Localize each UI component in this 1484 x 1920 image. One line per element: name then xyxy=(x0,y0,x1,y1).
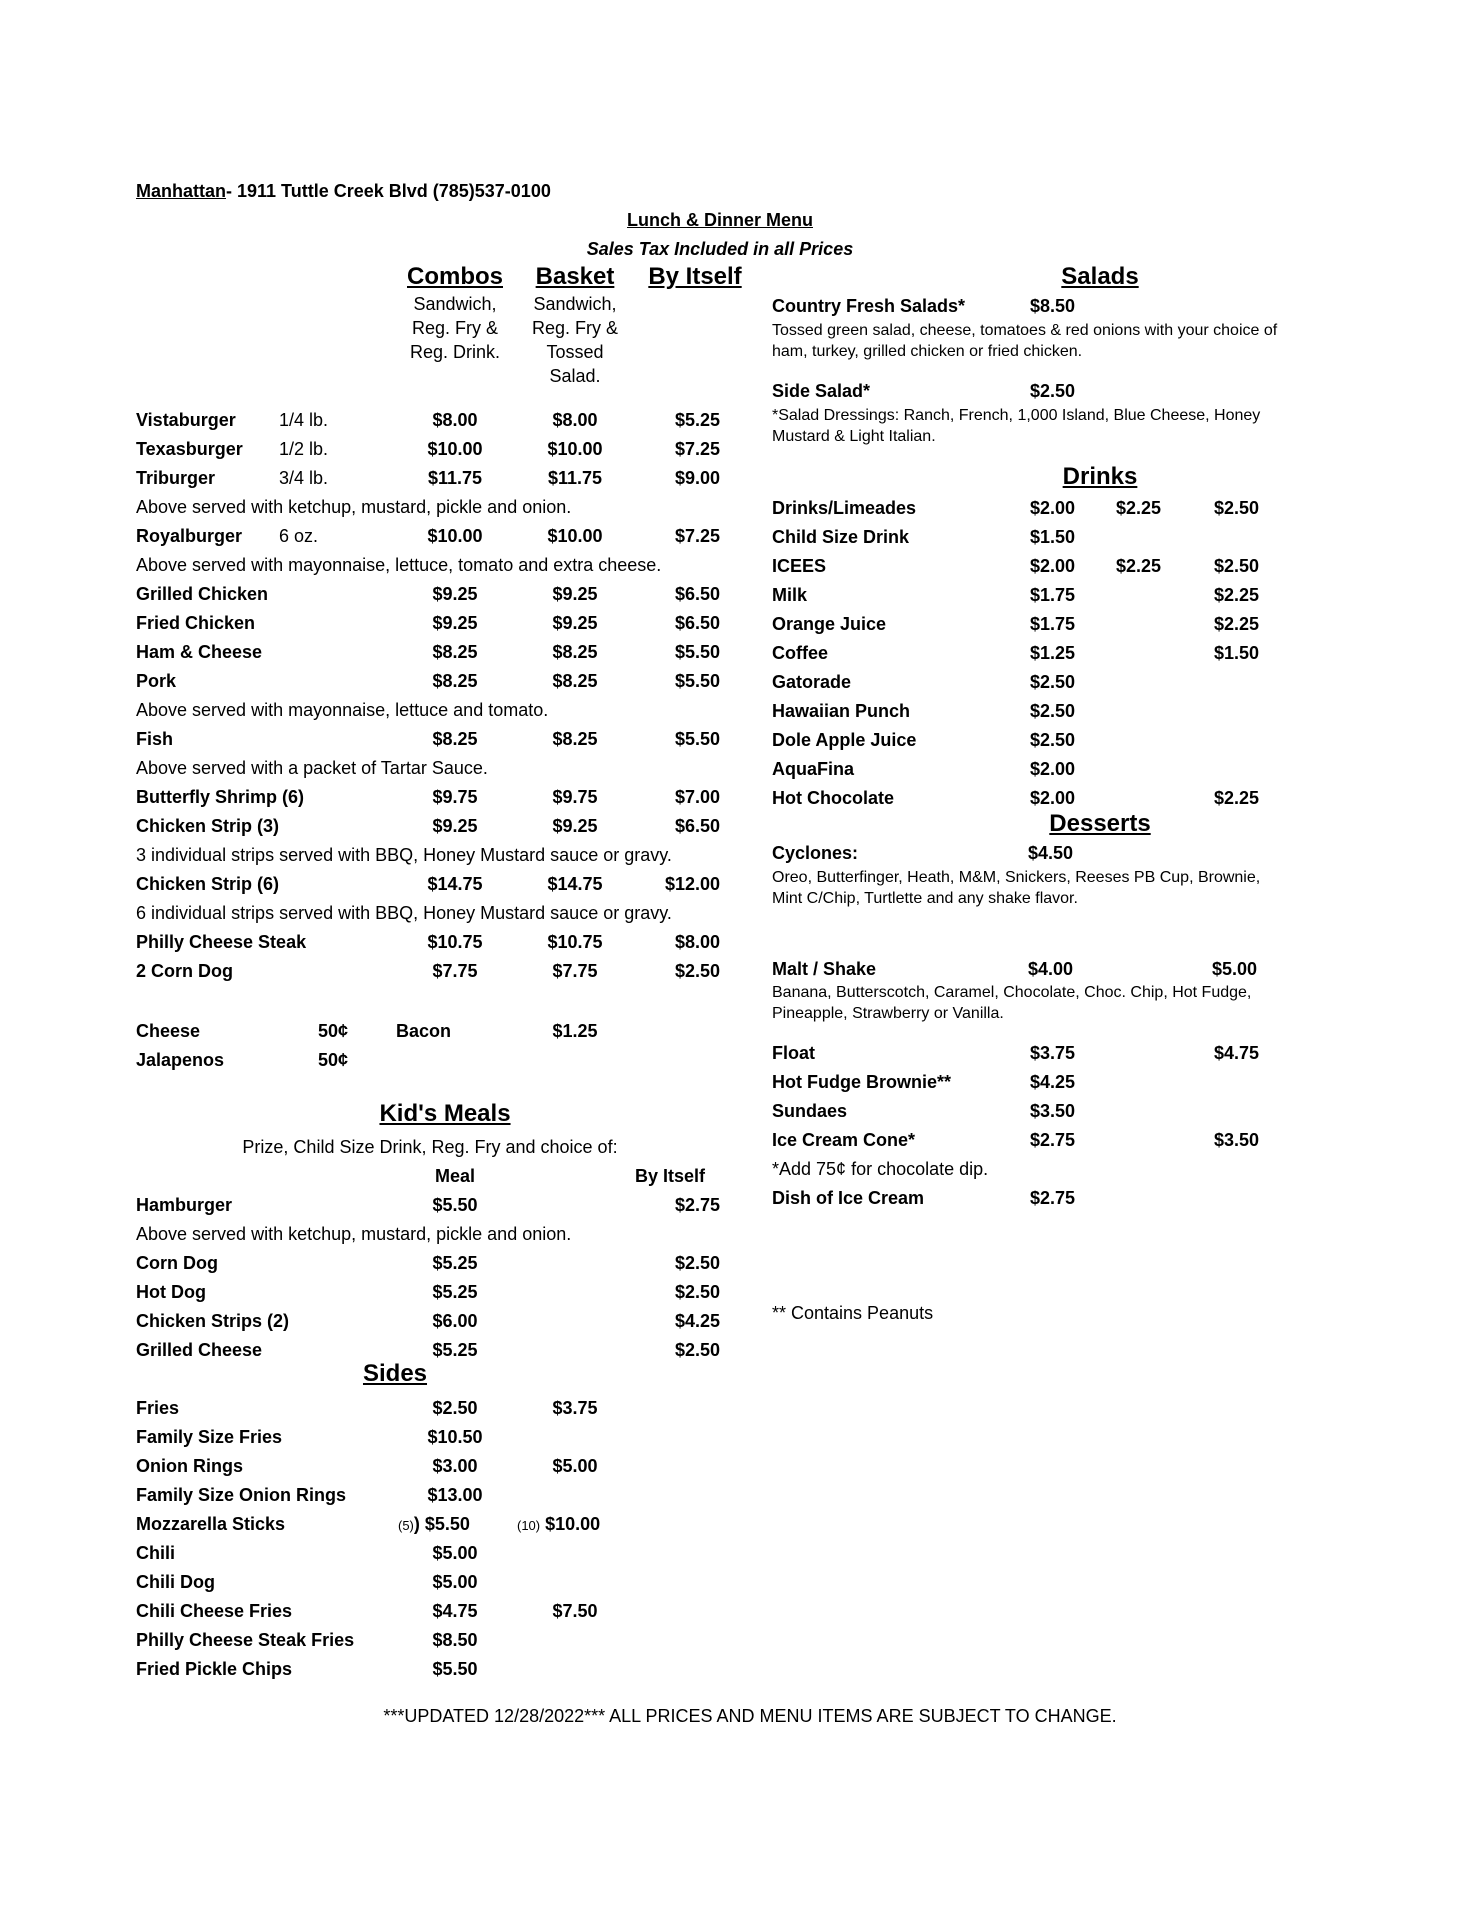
drink-name: Hot Chocolate xyxy=(772,788,895,808)
item-size: 3/4 lb. xyxy=(279,468,329,488)
side-salad-desc: *Salad Dressings: Ranch, French, 1,000 Island, Blue Cheese, Honey Mustard & Light Italian. xyxy=(772,407,1261,445)
drink-price-medium: $2.25 xyxy=(1116,498,1162,518)
side-price-small: $2.50 xyxy=(432,1398,478,1418)
drinks-title: Drinks xyxy=(1062,463,1138,490)
basket-price: $9.75 xyxy=(552,787,598,807)
shake-price: $5.00 xyxy=(1212,959,1258,979)
item-note: Above served with mayonnaise, lettuce and tomato. xyxy=(136,700,549,720)
drink-price-large: $2.25 xyxy=(1214,585,1260,605)
addon-price: $1.25 xyxy=(552,1021,598,1041)
malt-desc: Banana, Butterscotch, Caramel, Chocolate, Choc. Chip, Hot Fudge, Pineapple, Strawberry or Vanilla. xyxy=(772,984,1252,1022)
side-salad-name: Side Salad* xyxy=(772,381,871,401)
cyclones-name: Cyclones: xyxy=(772,843,859,863)
item-note: Above served with ketchup, mustard, pickle and onion. xyxy=(136,497,572,517)
kids-meal-price: $5.25 xyxy=(432,1282,478,1302)
dessert-price: $2.75 xyxy=(1030,1130,1076,1150)
kids-item-name: Corn Dog xyxy=(136,1253,218,1273)
menu-title: Lunch & Dinner Menu xyxy=(627,210,813,230)
combos-desc: Sandwich, Reg. Fry & Reg. Drink. xyxy=(409,294,501,362)
basket-price: $9.25 xyxy=(552,816,598,836)
drink-name: Gatorade xyxy=(772,672,852,692)
combo-price: $11.75 xyxy=(427,468,483,488)
item-name: 2 Corn Dog xyxy=(136,961,233,981)
item-name: Vistaburger xyxy=(136,410,236,430)
kids-item-name: Grilled Cheese xyxy=(136,1340,263,1360)
dessert-price: $3.75 xyxy=(1030,1043,1076,1063)
drink-price-small: $1.75 xyxy=(1030,614,1076,634)
footer-note: ***UPDATED 12/28/2022*** ALL PRICES AND MENU ITEMS ARE SUBJECT TO CHANGE. xyxy=(383,1706,1117,1726)
drink-price-large: $2.50 xyxy=(1214,556,1260,576)
drink-price-small: $2.50 xyxy=(1030,730,1076,750)
combo-price: $7.75 xyxy=(432,961,478,981)
location-name: Manhattan xyxy=(136,181,226,201)
side-price-large: $5.00 xyxy=(552,1456,598,1476)
side-item-name: Philly Cheese Steak Fries xyxy=(136,1630,355,1650)
side-item-name: Fries xyxy=(136,1398,180,1418)
by-itself-price: $7.25 xyxy=(674,439,720,459)
by-itself-price: $7.25 xyxy=(674,526,720,546)
addon-name: Bacon xyxy=(396,1021,452,1041)
by-itself-price: $2.50 xyxy=(674,961,720,981)
drink-price-small: $1.75 xyxy=(1030,585,1076,605)
item-name: Chicken Strip (3) xyxy=(136,816,280,836)
item-name: Butterfly Shrimp (6) xyxy=(136,787,305,807)
basket-price: $7.75 xyxy=(552,961,598,981)
menu-subtitle: Sales Tax Included in all Prices xyxy=(586,239,854,259)
addon-price: 50¢ xyxy=(318,1021,349,1041)
side-item-name: Chili Cheese Fries xyxy=(136,1601,293,1621)
dessert-name: Hot Fudge Brownie** xyxy=(772,1072,951,1092)
by-itself-price: $6.50 xyxy=(674,613,720,633)
addon-price: 50¢ xyxy=(318,1050,349,1070)
side-price-small: $10.50 xyxy=(427,1427,483,1447)
kids-by-itself-price: $4.25 xyxy=(674,1311,720,1331)
dessert-name: Sundaes xyxy=(772,1101,848,1121)
item-name: Philly Cheese Steak xyxy=(136,932,307,952)
drink-price-large: $2.50 xyxy=(1214,498,1260,518)
combo-price: $8.25 xyxy=(432,642,478,662)
basket-price: $10.75 xyxy=(547,932,603,952)
side-item-name: Family Size Fries xyxy=(136,1427,283,1447)
item-name: Fried Chicken xyxy=(136,613,256,633)
by-itself-price: $5.50 xyxy=(674,729,720,749)
col-by-itself: By Itself xyxy=(648,263,742,290)
country-salad-name: Country Fresh Salads* xyxy=(772,296,966,316)
by-itself-price: $5.50 xyxy=(674,642,720,662)
basket-price: $9.25 xyxy=(552,613,598,633)
basket-price: $8.25 xyxy=(552,642,598,662)
by-itself-price: $12.00 xyxy=(664,874,720,894)
item-name: Royalburger xyxy=(136,526,243,546)
side-price-small: $13.00 xyxy=(427,1485,483,1505)
combo-price: $10.75 xyxy=(427,932,483,952)
item-name: Ham & Cheese xyxy=(136,642,263,662)
kids-item-name: Hamburger xyxy=(136,1195,233,1215)
side-price-small: $5.00 xyxy=(432,1543,478,1563)
basket-price: $10.00 xyxy=(547,526,603,546)
drink-price-small: $2.00 xyxy=(1030,759,1076,779)
basket-price: $8.00 xyxy=(552,410,598,430)
kids-col-by-itself: By Itself xyxy=(634,1166,706,1186)
country-salad-desc: Tossed green salad, cheese, tomatoes & red onions with your choice of ham, turkey, grilled chicken or fried chicken. xyxy=(772,322,1278,360)
kids-item-name: Hot Dog xyxy=(136,1282,206,1302)
drink-name: AquaFina xyxy=(772,759,855,779)
drink-price-small: $2.00 xyxy=(1030,556,1076,576)
combo-price: $8.00 xyxy=(432,410,478,430)
combo-price: $9.25 xyxy=(432,584,478,604)
basket-price: $14.75 xyxy=(547,874,603,894)
kids-by-itself-price: $2.50 xyxy=(674,1253,720,1273)
malt-price: $4.00 xyxy=(1028,959,1074,979)
kids-by-itself-price: $2.75 xyxy=(674,1195,720,1215)
drink-price-small: $2.00 xyxy=(1030,498,1076,518)
dessert-note: *Add 75¢ for chocolate dip. xyxy=(772,1159,989,1179)
item-name: Fish xyxy=(136,729,174,749)
dessert-price: $2.75 xyxy=(1030,1188,1076,1208)
dessert-price-large: $3.50 xyxy=(1214,1130,1260,1150)
dessert-price: $4.25 xyxy=(1030,1072,1076,1092)
by-itself-price: $7.00 xyxy=(674,787,720,807)
combo-price: $8.25 xyxy=(432,671,478,691)
drink-name: Dole Apple Juice xyxy=(772,730,917,750)
kids-item-name: Chicken Strips (2) xyxy=(136,1311,290,1331)
side-price-small: $5.50 xyxy=(432,1659,478,1679)
drink-name: Milk xyxy=(772,585,808,605)
kids-col-meal: Meal xyxy=(434,1166,476,1186)
sides-title: Sides xyxy=(362,1360,428,1387)
item-size: 6 oz. xyxy=(279,526,319,546)
drink-price-small: $2.00 xyxy=(1030,788,1076,808)
drink-price-small: $1.50 xyxy=(1030,527,1076,547)
item-name: Grilled Chicken xyxy=(136,584,269,604)
country-salad-price: $8.50 xyxy=(1030,296,1076,316)
combo-price: $9.25 xyxy=(432,816,478,836)
kids-title: Kid's Meals xyxy=(379,1100,511,1127)
side-price-small: $8.50 xyxy=(432,1630,478,1650)
item-note: Above served with a packet of Tartar Sauce. xyxy=(136,758,488,778)
location-header xyxy=(136,180,551,202)
dessert-name: Dish of Ice Cream xyxy=(772,1188,925,1208)
drink-name: Child Size Drink xyxy=(772,527,910,547)
side-price-small: $3.00 xyxy=(432,1456,478,1476)
combo-price: $9.75 xyxy=(432,787,478,807)
drink-name: Orange Juice xyxy=(772,614,887,634)
drink-price-small: $2.50 xyxy=(1030,672,1076,692)
item-name: Triburger xyxy=(136,468,216,488)
kids-subtitle: Prize, Child Size Drink, Reg. Fry and choice of: xyxy=(242,1137,618,1157)
item-size: 1/2 lb. xyxy=(279,439,329,459)
side-item-name: Onion Rings xyxy=(136,1456,243,1476)
combo-price: $14.75 xyxy=(427,874,483,894)
drink-name: Drinks/Limeades xyxy=(772,498,917,518)
basket-price: $11.75 xyxy=(547,468,603,488)
drink-price-medium: $2.25 xyxy=(1116,556,1162,576)
kids-meal-price: $5.25 xyxy=(432,1340,478,1360)
kids-by-itself-price: $2.50 xyxy=(674,1340,720,1360)
dessert-name: Float xyxy=(772,1043,815,1063)
item-name: Texasburger xyxy=(136,439,243,459)
basket-price: $10.00 xyxy=(547,439,603,459)
desserts-title: Desserts xyxy=(1049,810,1151,837)
col-combos: Combos xyxy=(407,263,503,290)
by-itself-price: $8.00 xyxy=(674,932,720,952)
drink-price-large: $2.25 xyxy=(1214,788,1260,808)
drink-price-small: $1.25 xyxy=(1030,643,1076,663)
combo-price: $10.00 xyxy=(427,439,483,459)
combo-price: $8.25 xyxy=(432,729,478,749)
salads-title: Salads xyxy=(1061,263,1139,290)
by-itself-price: $5.50 xyxy=(674,671,720,691)
drink-price-small: $2.50 xyxy=(1030,701,1076,721)
combo-price: $9.25 xyxy=(432,613,478,633)
side-item-name: Mozzarella Sticks xyxy=(136,1514,286,1534)
item-name: Chicken Strip (6) xyxy=(136,874,280,894)
side-item-name: Fried Pickle Chips xyxy=(136,1659,293,1679)
drink-price-large: $1.50 xyxy=(1214,643,1260,663)
basket-price: $8.25 xyxy=(552,671,598,691)
kids-by-itself-price: $2.50 xyxy=(674,1282,720,1302)
dessert-price-large: $4.75 xyxy=(1214,1043,1260,1063)
basket-price: $9.25 xyxy=(552,584,598,604)
basket-desc: Sandwich, Reg. Fry & Tossed Salad. xyxy=(531,294,619,386)
side-price-large: $3.75 xyxy=(552,1398,598,1418)
side-item-name: Chili xyxy=(136,1543,175,1563)
drink-name: Hawaiian Punch xyxy=(772,701,911,721)
item-note: 3 individual strips served with BBQ, Honey Mustard sauce or gravy. xyxy=(136,845,672,865)
cyclones-desc: Oreo, Butterfinger, Heath, M&M, Snickers, Reeses PB Cup, Brownie, Mint C/Chip, Turtlette and any shake flavor. xyxy=(772,869,1261,907)
item-note: Above served with mayonnaise, lettuce, tomato and extra cheese. xyxy=(136,555,662,575)
item-note: 6 individual strips served with BBQ, Honey Mustard sauce or gravy. xyxy=(136,903,672,923)
by-itself-price: $6.50 xyxy=(674,584,720,604)
drink-price-large: $2.25 xyxy=(1214,614,1260,634)
side-price-small: $5.00 xyxy=(432,1572,478,1592)
combo-price: $10.00 xyxy=(427,526,483,546)
peanuts-note: ** Contains Peanuts xyxy=(772,1303,934,1323)
col-basket: Basket xyxy=(535,263,615,290)
basket-price: $8.25 xyxy=(552,729,598,749)
side-price-small: (5)) $5.50 xyxy=(398,1514,470,1534)
side-price-small: $4.75 xyxy=(432,1601,478,1621)
side-price-large: $7.50 xyxy=(552,1601,598,1621)
malt-name: Malt / Shake xyxy=(772,959,877,979)
side-item-name: Family Size Onion Rings xyxy=(136,1485,347,1505)
kids-meal-price: $5.50 xyxy=(432,1195,478,1215)
kids-meal-price: $5.25 xyxy=(432,1253,478,1273)
location-address: - 1911 Tuttle Creek Blvd (785)537-0100 xyxy=(226,181,551,201)
by-itself-price: $6.50 xyxy=(674,816,720,836)
side-price-large: (10) $10.00 xyxy=(517,1514,601,1534)
cyclones-price: $4.50 xyxy=(1028,843,1074,863)
side-salad-price: $2.50 xyxy=(1030,381,1076,401)
drink-name: ICEES xyxy=(772,556,827,576)
kids-meal-price: $6.00 xyxy=(432,1311,478,1331)
drink-name: Coffee xyxy=(772,643,829,663)
by-itself-price: $9.00 xyxy=(674,468,720,488)
by-itself-price: $5.25 xyxy=(674,410,720,430)
dessert-price: $3.50 xyxy=(1030,1101,1076,1121)
kids-note: Above served with ketchup, mustard, pickle and onion. xyxy=(136,1224,572,1244)
item-size: 1/4 lb. xyxy=(279,410,329,430)
addon-name: Cheese xyxy=(136,1021,201,1041)
side-item-name: Chili Dog xyxy=(136,1572,215,1592)
dessert-name: Ice Cream Cone* xyxy=(772,1130,916,1150)
item-name: Pork xyxy=(136,671,177,691)
addon-name: Jalapenos xyxy=(136,1050,225,1070)
